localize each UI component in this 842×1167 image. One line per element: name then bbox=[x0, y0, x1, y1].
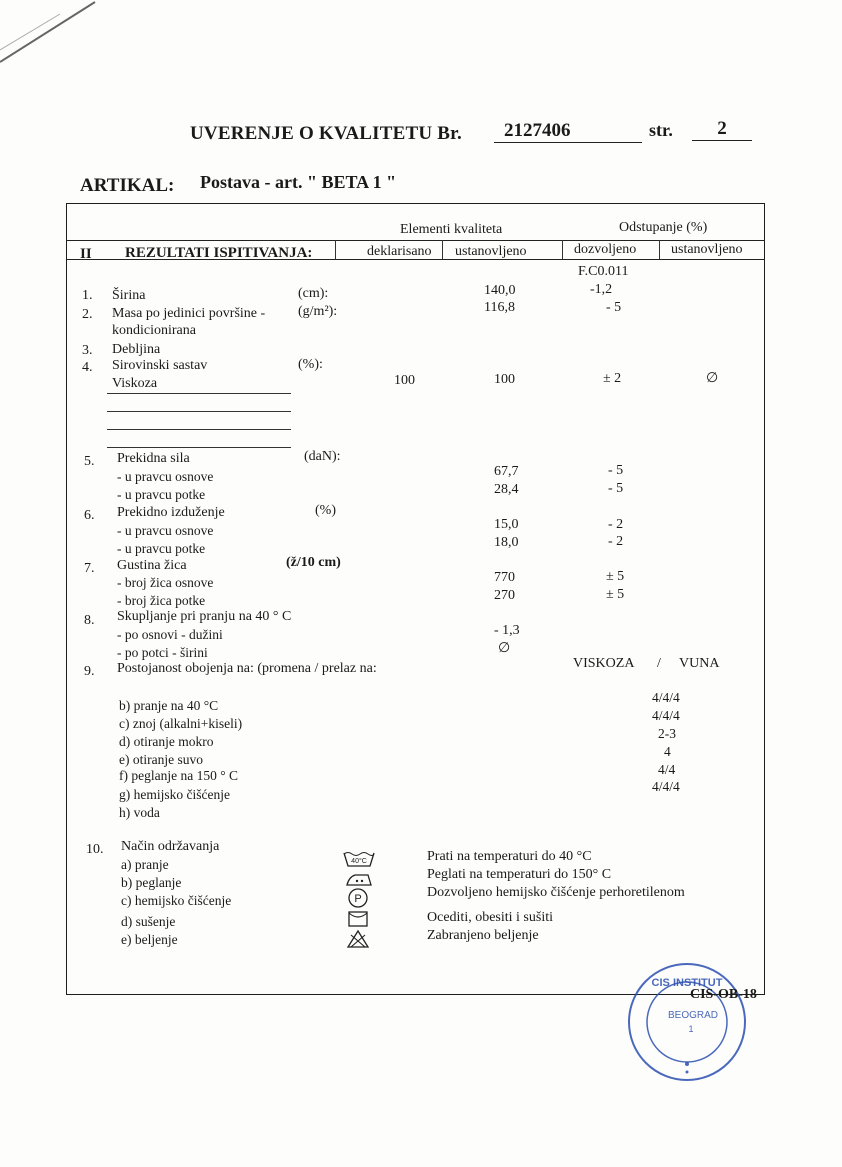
institute-stamp bbox=[625, 960, 749, 1084]
item-8-label: Skupljanje pri pranju na 40 ° C bbox=[117, 609, 292, 624]
item-6-measured-2: 18,0 bbox=[494, 535, 519, 550]
item-4-allowed: ± 2 bbox=[603, 371, 622, 386]
item-8-sub-2: - po potci - širini bbox=[117, 645, 208, 660]
item-8-sub-1: - po osnovi - dužini bbox=[117, 627, 223, 642]
care-row-text: Zabranjeno beljenje bbox=[427, 928, 539, 943]
item-6-allowed-2: - 2 bbox=[608, 534, 624, 549]
item-6-number: 6. bbox=[84, 508, 95, 523]
care-row-label: e) beljenje bbox=[121, 932, 178, 947]
item-7-sub-1: - broj žica osnove bbox=[117, 575, 214, 590]
form-code: CIS-OB-18 bbox=[690, 987, 757, 1002]
care-row-text: Prati na temperaturi do 40 °C bbox=[427, 849, 592, 864]
fastness-row-value: 4/4/4 bbox=[652, 708, 680, 723]
item-7-number: 7. bbox=[84, 561, 95, 576]
item-10-label: Način održavanja bbox=[121, 839, 220, 854]
blank-line-3 bbox=[107, 429, 291, 430]
item-7-label: Gustina žica bbox=[117, 558, 187, 573]
item-8-measured-2: ∅ bbox=[498, 641, 511, 656]
fastness-row-label: d) otiranje mokro bbox=[119, 734, 214, 749]
item-4-measured: 100 bbox=[494, 372, 515, 387]
item-4-number: 4. bbox=[82, 360, 93, 375]
item-5-number: 5. bbox=[84, 454, 95, 469]
iron-2-dots-icon bbox=[345, 871, 373, 887]
item-5-allowed-2: - 5 bbox=[608, 481, 624, 496]
item-5-allowed-1: - 5 bbox=[608, 463, 624, 478]
care-row-text: Ocediti, obesiti i sušiti bbox=[427, 910, 553, 925]
item-7-sub-2: - broj žica potke bbox=[117, 593, 206, 608]
fastness-row-value: 4/4/4 bbox=[652, 690, 680, 705]
scan-edge-artifact bbox=[0, 0, 100, 70]
fastness-row-label: b) pranje na 40 °C bbox=[119, 698, 219, 713]
fastness-col-a: VISKOZA bbox=[573, 656, 635, 671]
fastness-row-value: 4/4 bbox=[658, 762, 676, 777]
care-row-label: a) pranje bbox=[121, 857, 169, 872]
item-7-allowed-1: ± 5 bbox=[606, 569, 625, 584]
item-6-sub-1: - u pravcu osnove bbox=[117, 523, 214, 538]
item-7-allowed-2: ± 5 bbox=[606, 587, 625, 602]
col-allowed: dozvoljeno bbox=[574, 242, 637, 257]
care-row-label: d) sušenje bbox=[121, 914, 176, 929]
item-9-number: 9. bbox=[84, 664, 95, 679]
col-sep-3 bbox=[562, 240, 563, 259]
blank-line-1 bbox=[107, 393, 291, 394]
svg-text:CIS INSTITUT: CIS INSTITUT bbox=[651, 977, 723, 989]
group-deviation-header: Odstupanje (%) bbox=[619, 220, 708, 235]
fastness-row-label: h) voda bbox=[119, 805, 160, 820]
item-1-unit: (cm): bbox=[298, 286, 329, 301]
section-number: II bbox=[80, 246, 92, 262]
item-5-unit: (daN): bbox=[304, 449, 341, 464]
fastness-row-label: g) hemijsko čišćenje bbox=[119, 787, 230, 802]
certificate-number: 2127406 bbox=[494, 120, 642, 143]
no-bleach-icon bbox=[346, 929, 370, 949]
item-4-unit: (%): bbox=[298, 357, 323, 372]
item-9-label: Postojanost obojenja na: (promena / prelaz na: bbox=[117, 661, 377, 676]
document-title: UVERENJE O KVALITETU Br. bbox=[190, 123, 462, 144]
fastness-separator: / bbox=[657, 656, 661, 671]
col-measured-deviation: ustanovljeno bbox=[671, 242, 743, 257]
item-7-measured-2: 270 bbox=[494, 588, 515, 603]
item-6-measured-1: 15,0 bbox=[494, 517, 519, 532]
item-6-unit: (%) bbox=[315, 503, 336, 518]
wash-tub-40-icon bbox=[342, 850, 376, 868]
svg-text:BEOGRAD: BEOGRAD bbox=[667, 1010, 719, 1021]
care-row-label: c) hemijsko čišćenje bbox=[121, 893, 232, 908]
item-4-declared: 100 bbox=[394, 373, 415, 388]
item-6-label: Prekidno izduženje bbox=[117, 505, 225, 520]
item-5-sub-1: - u pravcu osnove bbox=[117, 469, 214, 484]
item-4-label: Sirovinski sastav bbox=[112, 358, 208, 373]
col-declared: deklarisano bbox=[367, 244, 432, 259]
item-7-unit: (ž/10 cm) bbox=[286, 555, 341, 570]
item-2-number: 2. bbox=[82, 307, 93, 322]
item-3-number: 3. bbox=[82, 343, 93, 358]
standard-code: F.C0.011 bbox=[578, 264, 629, 279]
item-6-sub-2: - u pravcu potke bbox=[117, 541, 206, 556]
fastness-row-label: f) peglanje na 150 ° C bbox=[119, 768, 238, 783]
page-label: str. bbox=[649, 120, 673, 140]
col-measured: ustanovljeno bbox=[455, 244, 527, 259]
item-2-label-cont: kondicionirana bbox=[112, 323, 196, 338]
article-value: Postava - art. " BETA 1 " bbox=[200, 172, 397, 192]
item-2-unit: (g/m²): bbox=[298, 304, 338, 319]
item-8-number: 8. bbox=[84, 613, 95, 628]
fastness-row-value: 4 bbox=[664, 744, 671, 759]
item-1-allowed: -1,2 bbox=[590, 282, 613, 297]
fastness-col-b: VUNA bbox=[679, 656, 720, 671]
care-row-text: Dozvoljeno hemijsko čišćenje perhoretilenom bbox=[427, 885, 685, 900]
item-1-number: 1. bbox=[82, 288, 93, 303]
blank-line-4 bbox=[107, 447, 291, 448]
section-title: REZULTATI ISPITIVANJA: bbox=[125, 245, 313, 261]
item-5-measured-1: 67,7 bbox=[494, 464, 519, 479]
item-7-measured-1: 770 bbox=[494, 570, 515, 585]
col-sep-4 bbox=[659, 240, 660, 259]
svg-text:40°C: 40°C bbox=[351, 858, 367, 865]
page-number: 2 bbox=[692, 118, 752, 141]
item-2-allowed: - 5 bbox=[606, 300, 622, 315]
item-6-allowed-1: - 2 bbox=[608, 517, 624, 532]
article-label: ARTIKAL: bbox=[80, 175, 175, 196]
item-5-label: Prekidna sila bbox=[117, 451, 190, 466]
item-1-measured: 140,0 bbox=[484, 283, 516, 298]
item-4-deviation: ∅ bbox=[706, 371, 719, 386]
col-sep-2 bbox=[442, 240, 443, 259]
item-2-measured: 116,8 bbox=[484, 300, 515, 315]
item-8-measured-1: - 1,3 bbox=[494, 623, 520, 638]
care-row-label: b) peglanje bbox=[121, 875, 182, 890]
item-2-label: Masa po jedinici površine - bbox=[112, 306, 266, 321]
fastness-row-label: e) otiranje suvo bbox=[119, 752, 203, 767]
fastness-row-value: 4/4/4 bbox=[652, 779, 680, 794]
item-10-number: 10. bbox=[86, 842, 104, 857]
item-4-sub: Viskoza bbox=[112, 376, 158, 391]
svg-text:P: P bbox=[354, 893, 362, 905]
fastness-row-value: 2-3 bbox=[658, 726, 676, 741]
blank-line-2 bbox=[107, 411, 291, 412]
fastness-row-label: c) znoj (alkalni+kiseli) bbox=[119, 716, 243, 731]
line-dry-icon bbox=[347, 910, 369, 928]
col-sep-1 bbox=[335, 240, 336, 259]
group-quality-header: Elementi kvaliteta bbox=[400, 222, 503, 237]
dry-clean-p-icon bbox=[347, 887, 369, 909]
care-row-text: Peglati na temperaturi do 150° C bbox=[427, 867, 612, 882]
item-1-label: Širina bbox=[112, 288, 146, 303]
item-5-sub-2: - u pravcu potke bbox=[117, 487, 206, 502]
item-3-label: Debljina bbox=[112, 342, 161, 357]
svg-text:1: 1 bbox=[688, 1024, 694, 1034]
item-5-measured-2: 28,4 bbox=[494, 482, 519, 497]
